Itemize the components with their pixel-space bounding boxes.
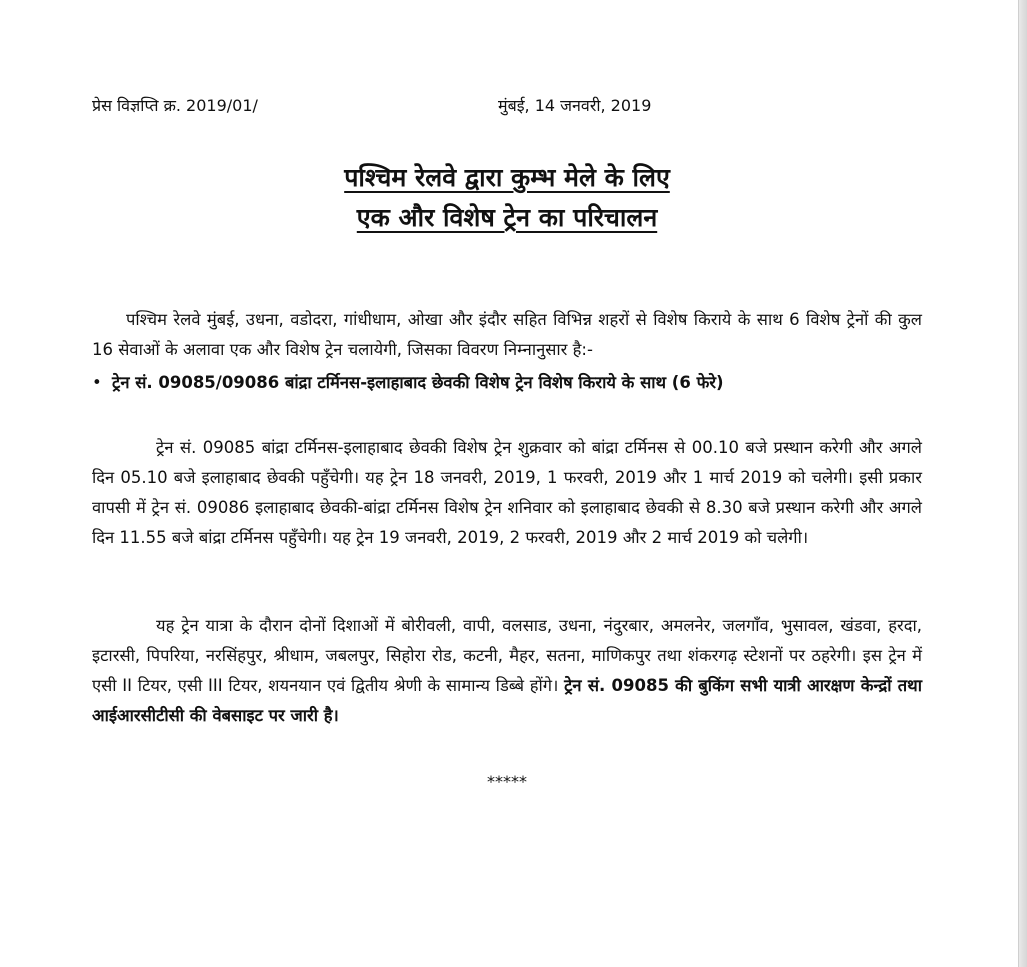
title-line-2: एक और विशेष ट्रेन का परिचालन — [356, 203, 658, 232]
end-marker: ***** — [487, 772, 527, 791]
intro-paragraph: पश्चिम रेलवे मुंबई, उधना, वडोदरा, गांधीधाम, ओखा और इंदौर सहित विभिन्न शहरों से विशेष किराये के साथ 6 विशेष ट्रेनों की कुल 16 सेवाओं के अलावा एक और विशेष ट्रेन चलायेगी, जिसका विवरण निम्नानुसार है:- — [92, 309, 922, 359]
stops-text: यह ट्रेन यात्रा के दौरान दोनों दिशाओं में बोरीवली, वापी, वलसाड, उधना, नंदुरबार, अमलनेर, जलगाँव, भुसावल, खंडवा, हरदा, इटारसी, पिपरिया, नरसिंहपुर, श्रीधाम, जबलपुर, सिहोरा रोड, कटनी, मैहर, सतना, माणिकपुर तथा शंकरगढ़ स्टेशनों पर ठहरेगी। इस ट्रेन में एसी II टियर, एसी III टियर, शयनयान एवं द्वितीय श्रेणी के सामान्य डिब्बे होंगे। — [92, 615, 922, 695]
page-title — [92, 158, 922, 238]
bullet-icon: • — [92, 373, 102, 392]
press-release-date: मुंबई, 14 जनवरी, 2019 — [498, 96, 652, 115]
stops-paragraph — [92, 611, 922, 731]
bullet-heading-text: ट्रेन सं. 09085/09086 बांद्रा टर्मिनस-इलाहाबाद छेवकी विशेष ट्रेन विशेष किराये के साथ (6 फेरे) — [112, 373, 724, 392]
schedule-paragraph: ट्रेन सं. 09085 बांद्रा टर्मिनस-इलाहाबाद छेवकी विशेष ट्रेन शुक्रवार को बांद्रा टर्मिनस से 00.10 बजे प्रस्थान करेगी और अगले दिन 05.10 बजे इलाहाबाद छेवकी पहुँचेगी। यह ट्रेन 18 जनवरी, 2019, 1 फरवरी, 2019 और 1 मार्च 2019 को चलेगी। इसी प्रकार वापसी में ट्रेन सं. 09086 इलाहाबाद छेवकी-बांद्रा टर्मिनस विशेष ट्रेन शनिवार को इलाहाबाद छेवकी से 8.30 बजे प्रस्थान करेगी और अगले दिन 11.55 बजे बांद्रा टर्मिनस पहुँचेगी। यह ट्रेन 19 जनवरी, 2019, 2 फरवरी, 2019 और 2 मार्च 2019 को चलेगी। — [92, 437, 922, 547]
title-line-1: पश्चिम रेलवे द्वारा कुम्भ मेले के लिए — [344, 163, 670, 192]
booking-notice: ट्रेन सं. 09085 की बुकिंग सभी यात्री आरक्षण केन्द्रों तथा आईआरसीटीसी की वेबसाइट पर जारी है। — [92, 675, 922, 725]
page-edge-scrollbar — [1018, 0, 1027, 967]
train-bullet-heading — [92, 368, 922, 398]
press-release-number: प्रेस विज्ञप्ति क्र. 2019/01/ — [92, 96, 258, 115]
